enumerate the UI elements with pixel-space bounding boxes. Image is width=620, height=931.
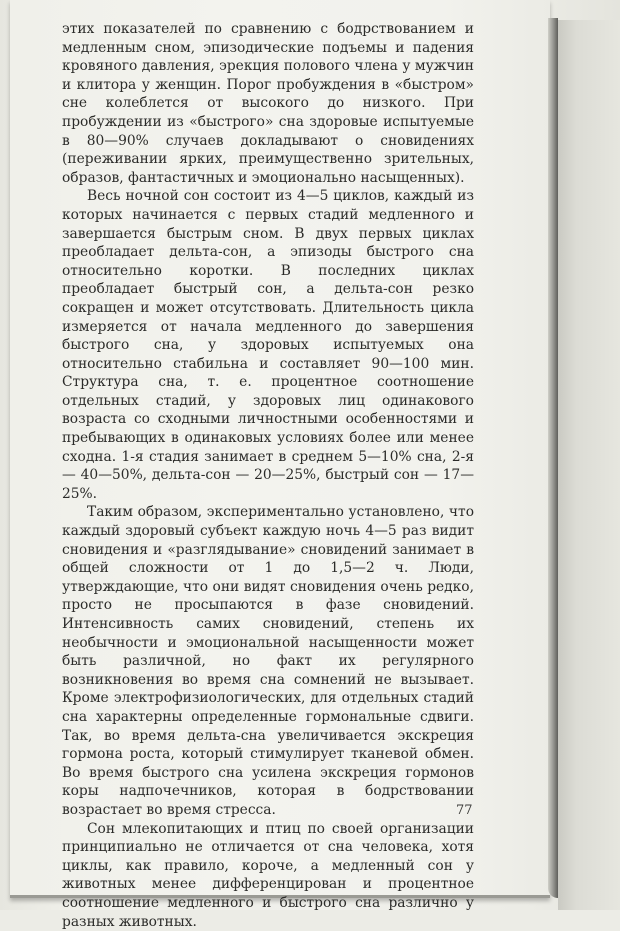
body-text — [62, 20, 474, 931]
paragraph-4: Сон млекопитающих и птиц по своей организации принципиально не отличается от сна человека, хотя циклы, как правило, короче, а медленный сон у животных менее дифференцирован и процентное соотношение медленного и быстрого сна различно у разных животных. — [62, 820, 474, 930]
paragraph-1: этих показателей по сравнению с бодрствованием и медленным сном, эпизодические подъемы и падения кровяного давления, эрекция полового члена у мужчин и клитора у женщин. Порог пробуждения в «быстром» сне колеблется от высокого до низкого. При пробуждении из «быстрого» сна здоровые испытуемые в 80—90% случаев докладывают о сновидениях (переживании ярких, преимущественно зрительных, образов, фантастичных и эмоционально насыщенных). — [62, 21, 474, 186]
paragraph-3: Таким образом, экспериментально установлено, что каждый здоровый субъект каждую ночь 4—5 раз видит сновидения и «разглядывание» сновидений занимает в общей сложности от 1 до 1,5—2 ч. Люди, утверждающие, что они видят сновидения очень редко, просто не просыпаются в фазе сновидений. Интенсивность самих сновидений, степень их необычности и эмоциональной насыщенности может быть различной, но факт их регулярного возникновения во время сна сомнений не вызывает. Кроме электрофизиологических, для отдельных стадий сна характерны определенные гормональные сдвиги. Так, во время дельта-сна увеличивается экскреция гормона роста, который стимулирует тканевой обмен. Во время быстрого сна усилена экскреция гормонов коры надпочечников, которая в бодрствовании возрастает во время стресса. — [62, 504, 474, 818]
book-gutter-shadow — [558, 20, 620, 910]
page-edge — [548, 18, 558, 898]
page-number: 77 — [456, 803, 473, 818]
paragraph-2: Весь ночной сон состоит из 4—5 циклов, каждый из которых начинается с первых стадий медленного и завершается быстрым сном. В двух первых циклах преобладает дельта-сон, а эпизоды быстрого сна относительно коротки. В последних циклах преобладает быстрый сон, а дельта-сон резко сокращен и может отсутствовать. Длительность цикла измеряется от начала медленного до завершения быстрого сна, у здоровых испытуемых она относительно стабильна и составляет 90—100 мин. Структура сна, т. е. процентное соотношение отдельных стадий, у здоровых лиц одинакового возраста со сходными личностными особенностями и пребывающих в одинаковых условиях более или менее сходна. 1-я стадия занимает в среднем 5—10% сна, 2-я — 40—50%, дельта-сон — 20—25%, быстрый сон — 17—25%. — [62, 188, 474, 502]
